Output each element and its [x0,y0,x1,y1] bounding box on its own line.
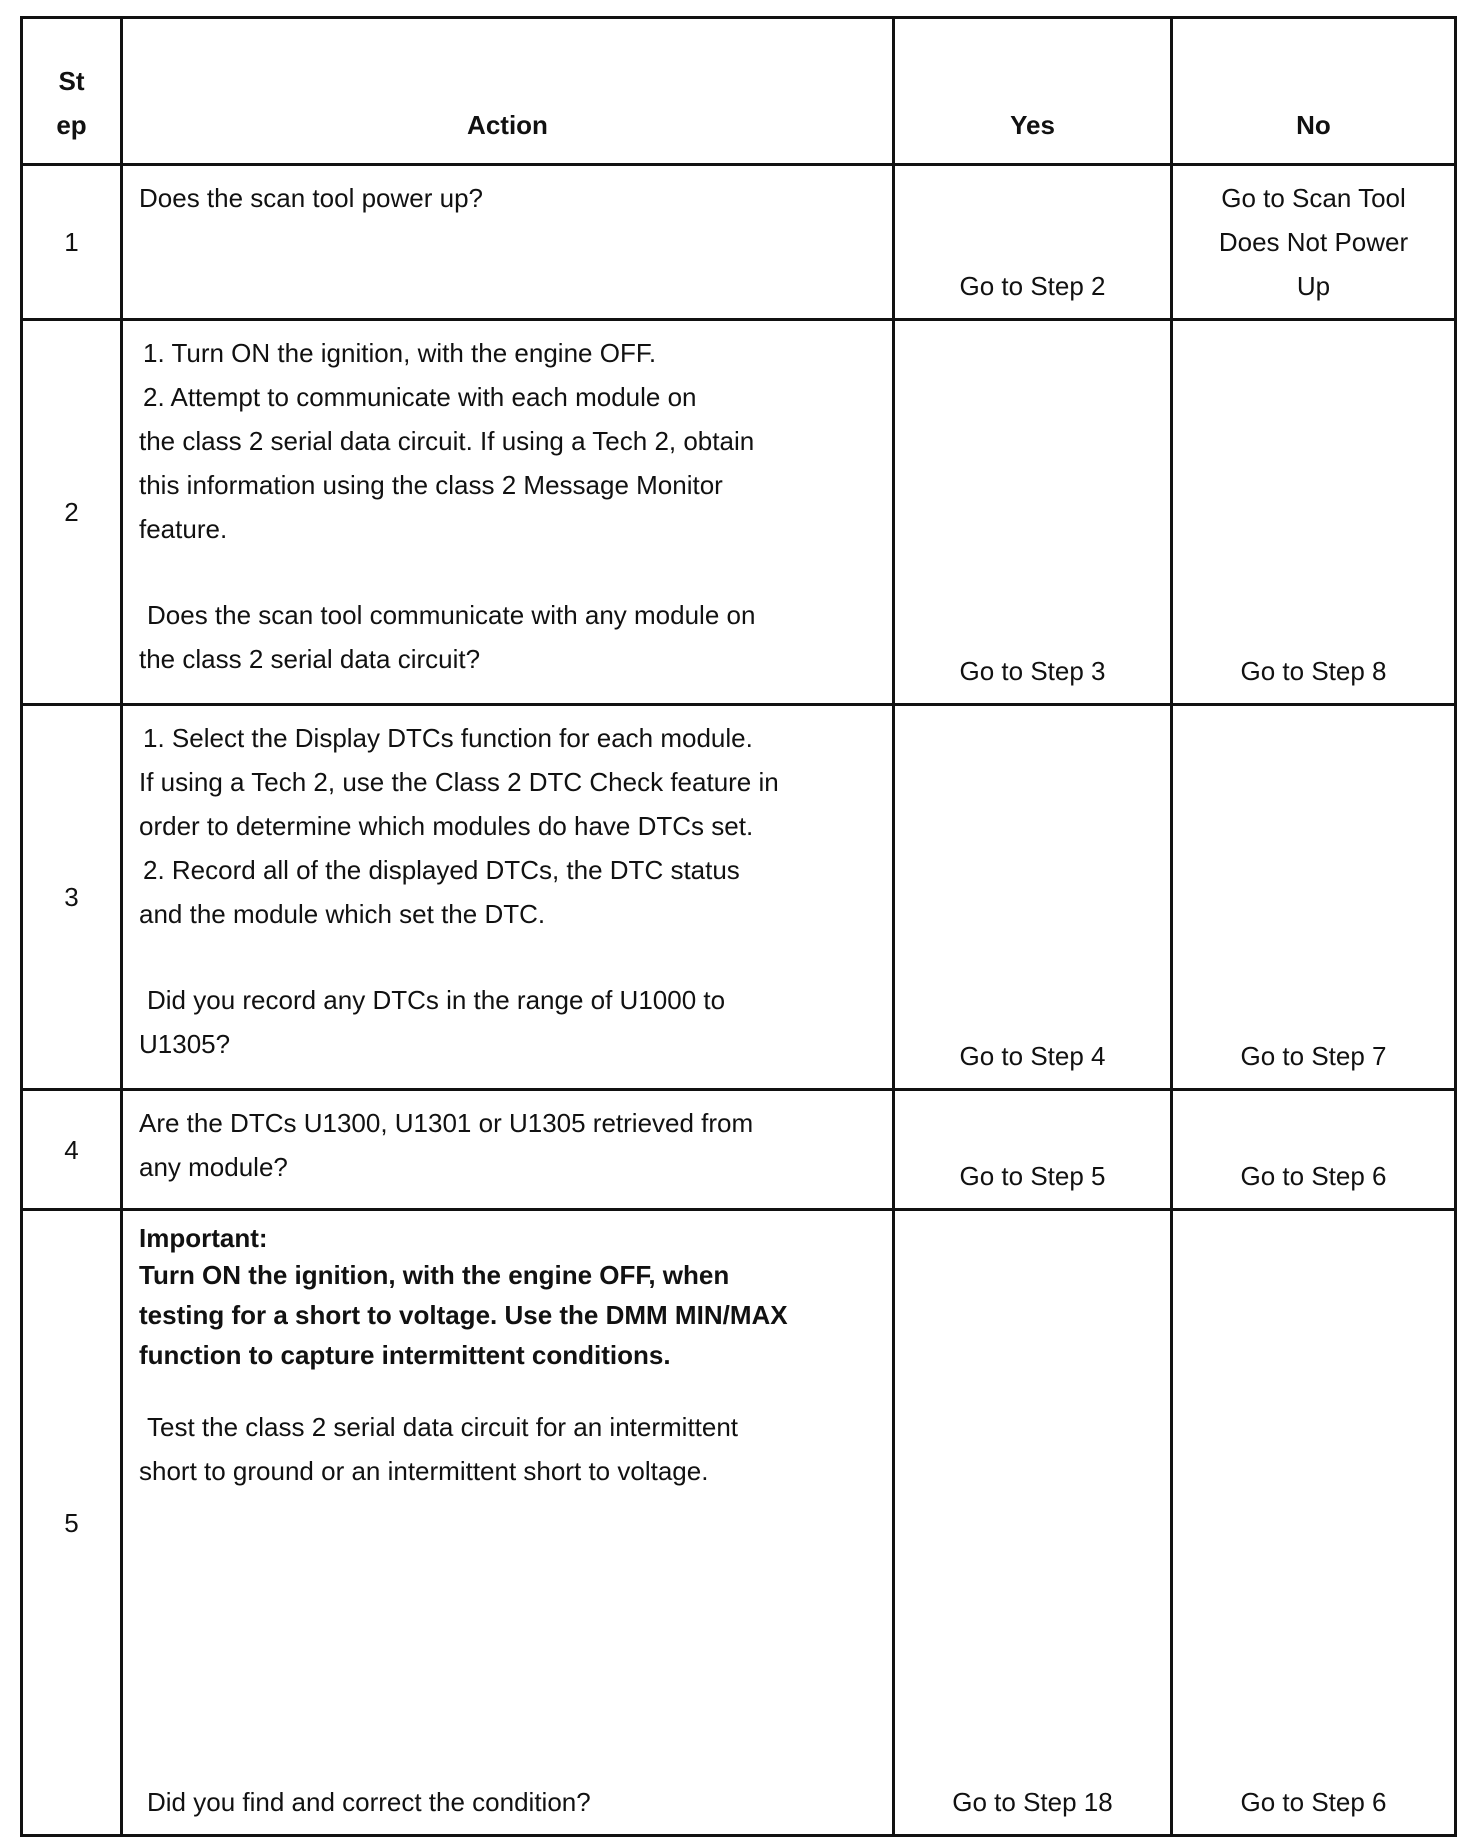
step-number: 4 [22,1090,122,1210]
step-number: 2 [22,320,122,705]
action-line: Does the scan tool power up? [139,183,483,213]
action-line: feature. [139,514,228,544]
no-cell: Go to Step 6 [1172,1090,1456,1210]
action-line: this information using the class 2 Message Monitor [139,470,723,500]
step-number: 3 [22,705,122,1090]
step-number: 5 [22,1210,122,1836]
action-cell [122,1090,894,1210]
action-line: 2. Record all of the displayed DTCs, the DTC status [143,855,740,885]
question-line: Does the scan tool communicate with any module on [147,600,756,630]
header-action: Action [122,18,894,165]
action-line: 1. Turn ON the ignition, with the engine OFF. [143,338,657,368]
important-line: function to capture intermittent conditions. [139,1340,671,1370]
important-line: Turn ON the ignition, with the engine OFF, when [139,1260,730,1290]
action-line: the class 2 serial data circuit. If using a Tech 2, obtain [139,426,755,456]
action-cell [122,1210,894,1836]
table-row [22,1210,1456,1836]
diagnostic-table [20,16,1457,1837]
yes-cell: Go to Step 18 [894,1210,1172,1836]
question-line: Did you record any DTCs in the range of U1000 to [147,985,726,1015]
no-cell: Go to Step 7 [1172,705,1456,1090]
action-line: 1. Select the Display DTCs function for each module. [143,723,753,753]
table-row [22,705,1456,1090]
no-cell: Go to Step 6 [1172,1210,1456,1836]
important-label: Important: [139,1223,268,1253]
header-no: No [1172,18,1456,165]
action-line: If using a Tech 2, use the Class 2 DTC Check feature in [139,767,779,797]
yes-cell: Go to Step 3 [894,320,1172,705]
action-line: Test the class 2 serial data circuit for an intermittent [147,1412,739,1442]
action-cell [122,165,894,320]
action-cell [122,705,894,1090]
important-line: testing for a short to voltage. Use the DMM MIN/MAX [139,1300,788,1330]
yes-cell: Go to Step 2 [894,165,1172,320]
action-line: and the module which set the DTC. [139,899,546,929]
no-cell: Go to Scan Tool Does Not Power Up [1172,165,1456,320]
action-cell [122,320,894,705]
yes-cell: Go to Step 4 [894,705,1172,1090]
header-step: St ep [22,18,122,165]
action-line: any module? [139,1152,288,1182]
action-line: Are the DTCs U1300, U1301 or U1305 retrieved from [139,1108,754,1138]
question-line: Did you find and correct the condition? [147,1787,591,1817]
table-row [22,1090,1456,1210]
question-line: U1305? [139,1029,231,1059]
no-cell: Go to Step 8 [1172,320,1456,705]
yes-cell: Go to Step 5 [894,1090,1172,1210]
table-row [22,165,1456,320]
action-line: 2. Attempt to communicate with each module on [143,382,697,412]
header-yes: Yes [894,18,1172,165]
action-line: short to ground or an intermittent short to voltage. [139,1456,709,1486]
table-header-row [22,18,1456,165]
action-line: order to determine which modules do have DTCs set. [139,811,754,841]
table-row [22,320,1456,705]
step-number: 1 [22,165,122,320]
question-line: the class 2 serial data circuit? [139,644,481,674]
